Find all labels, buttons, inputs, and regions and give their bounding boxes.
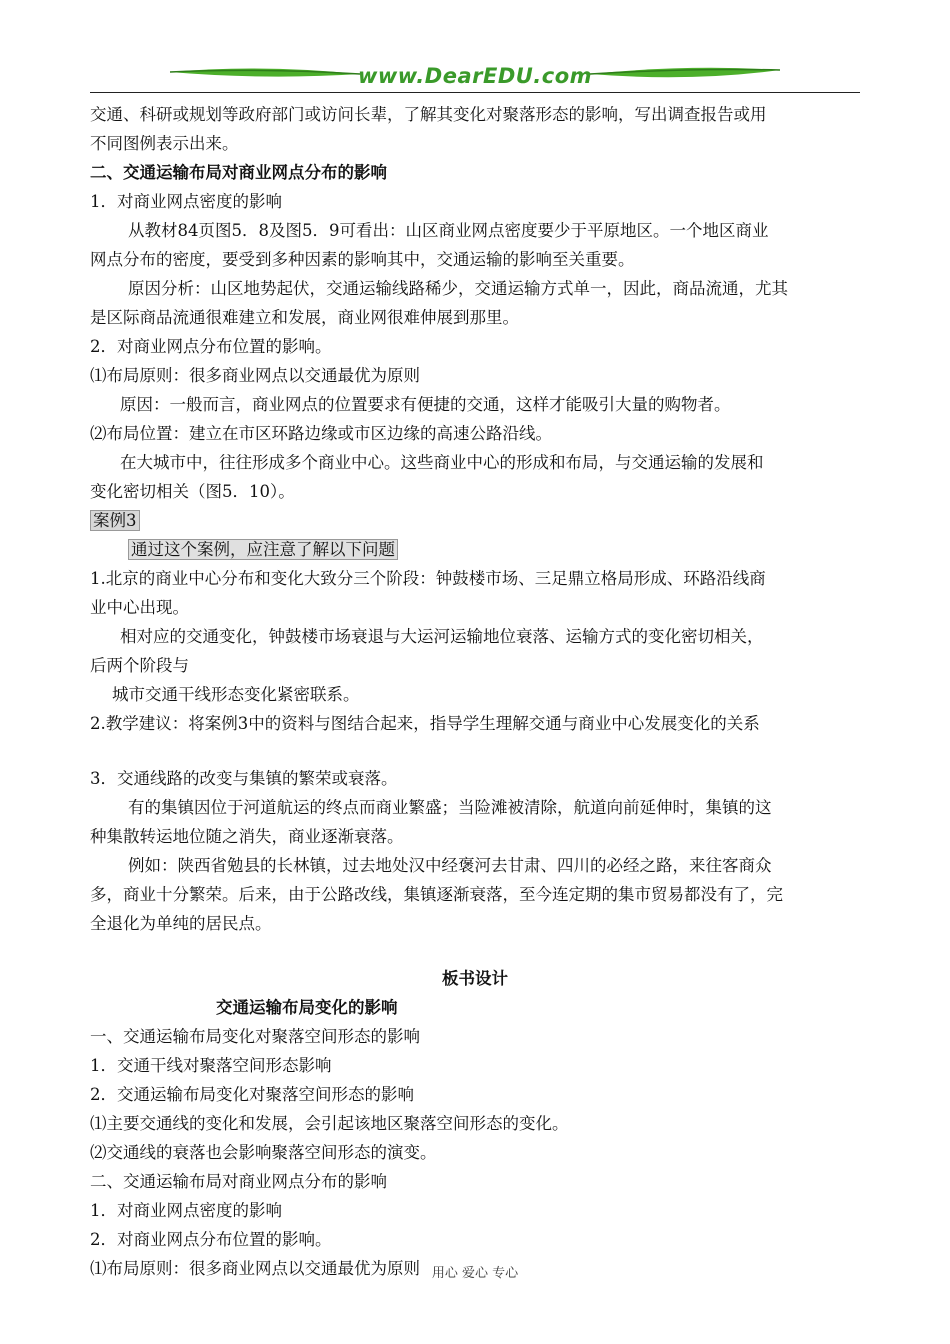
- text-line: 1．交通干线对聚落空间形态影响: [90, 1056, 332, 1075]
- text-line: ⑵交通线的衰落也会影响聚落空间形态的演变。: [90, 1143, 437, 1162]
- text-line: 多，商业十分繁荣。后来，由于公路改线，集镇逐渐衰落，至今连定期的集市贸易都没有了，完: [90, 885, 783, 904]
- text-line: 2．交通运输布局变化对聚落空间形态的影响: [90, 1085, 414, 1104]
- text-line: ⑴布局原则：很多商业网点以交通最优为原则: [90, 366, 420, 385]
- document-body: [90, 100, 860, 1283]
- text-line: 网点分布的密度，要受到多种因素的影响其中，交通运输的影响至关重要。: [90, 250, 635, 269]
- text-line: 1．对商业网点密度的影响: [90, 1201, 282, 1220]
- text-line: 一、交通运输布局变化对聚落空间形态的影响: [90, 1027, 420, 1046]
- header-divider: [90, 92, 860, 93]
- text-line: 原因分析：山区地势起伏，交通运输线路稀少，交通运输方式单一，因此，商品流通，尤其: [128, 279, 788, 298]
- text-line: 3．交通线路的改变与集镇的繁荣或衰落。: [90, 769, 398, 788]
- board-design-title: 板书设计: [442, 969, 508, 988]
- text-line: 是区际商品流通很难建立和发展，商业网很难伸展到那里。: [90, 308, 519, 327]
- text-line: 2．对商业网点分布位置的影响。: [90, 337, 332, 356]
- text-line: 城市交通干线形态变化紧密联系。: [112, 685, 360, 704]
- page-header: [90, 60, 860, 92]
- text-line: 全退化为单纯的居民点。: [90, 914, 272, 933]
- case-label: 案例3: [90, 510, 140, 531]
- case-intro: 通过这个案例，应注意了解以下问题: [128, 539, 398, 560]
- section-heading: 二、交通运输布局对商业网点分布的影响: [90, 163, 387, 182]
- text-line: 种集散转运地位随之消失，商业逐渐衰落。: [90, 827, 404, 846]
- text-line: ⑴主要交通线的变化和发展，会引起该地区聚落空间形态的变化。: [90, 1114, 569, 1133]
- text-line: 变化密切相关（图5．10）。: [90, 482, 295, 501]
- text-line: 原因：一般而言，商业网点的位置要求有便捷的交通，这样才能吸引大量的购物者。: [120, 395, 731, 414]
- text-line: 二、交通运输布局对商业网点分布的影响: [90, 1172, 387, 1191]
- text-line: 交通、科研或规划等政府部门或访问长辈，了解其变化对聚落形态的影响，写出调查报告或用: [90, 105, 767, 124]
- text-line: 在大城市中，往往形成多个商业中心。这些商业中心的形成和布局，与交通运输的发展和: [120, 453, 764, 472]
- site-brand: www.DearEDU.com: [357, 64, 593, 88]
- text-line: 例如：陕西省勉县的长林镇，过去地处汉中经褒河去甘肃、四川的必经之路，来往客商众: [128, 856, 772, 875]
- text-line: 不同图例表示出来。: [90, 134, 239, 153]
- text-line: 1．对商业网点密度的影响: [90, 192, 282, 211]
- page-footer: 用心 爱心 专心: [431, 1266, 519, 1281]
- board-design-subtitle: 交通运输布局变化的影响: [216, 998, 398, 1017]
- text-line: 1.北京的商业中心分布和变化大致分三个阶段：钟鼓楼市场、三足鼎立格局形成、环路沿线商: [90, 569, 766, 588]
- text-line: 2.教学建议：将案例3中的资料与图结合起来，指导学生理解交通与商业中心发展变化的关系: [90, 714, 760, 733]
- text-line: ⑴布局原则：很多商业网点以交通最优为原则: [90, 1259, 420, 1278]
- text-line: 业中心出现。: [90, 598, 189, 617]
- text-line: 从教材84页图5．8及图5．9可看出：山区商业网点密度要少于平原地区。一个地区商业: [128, 221, 769, 240]
- text-line: ⑵布局位置：建立在市区环路边缘或市区边缘的高速公路沿线。: [90, 424, 552, 443]
- text-line: 相对应的交通变化，钟鼓楼市场衰退与大运河运输地位衰落、运输方式的变化密切相关，: [120, 627, 764, 646]
- text-line: 后两个阶段与: [90, 656, 189, 675]
- text-line: 2．对商业网点分布位置的影响。: [90, 1230, 332, 1249]
- text-line: 有的集镇因位于河道航运的终点而商业繁盛；当险滩被清除，航道向前延伸时，集镇的这: [128, 798, 772, 817]
